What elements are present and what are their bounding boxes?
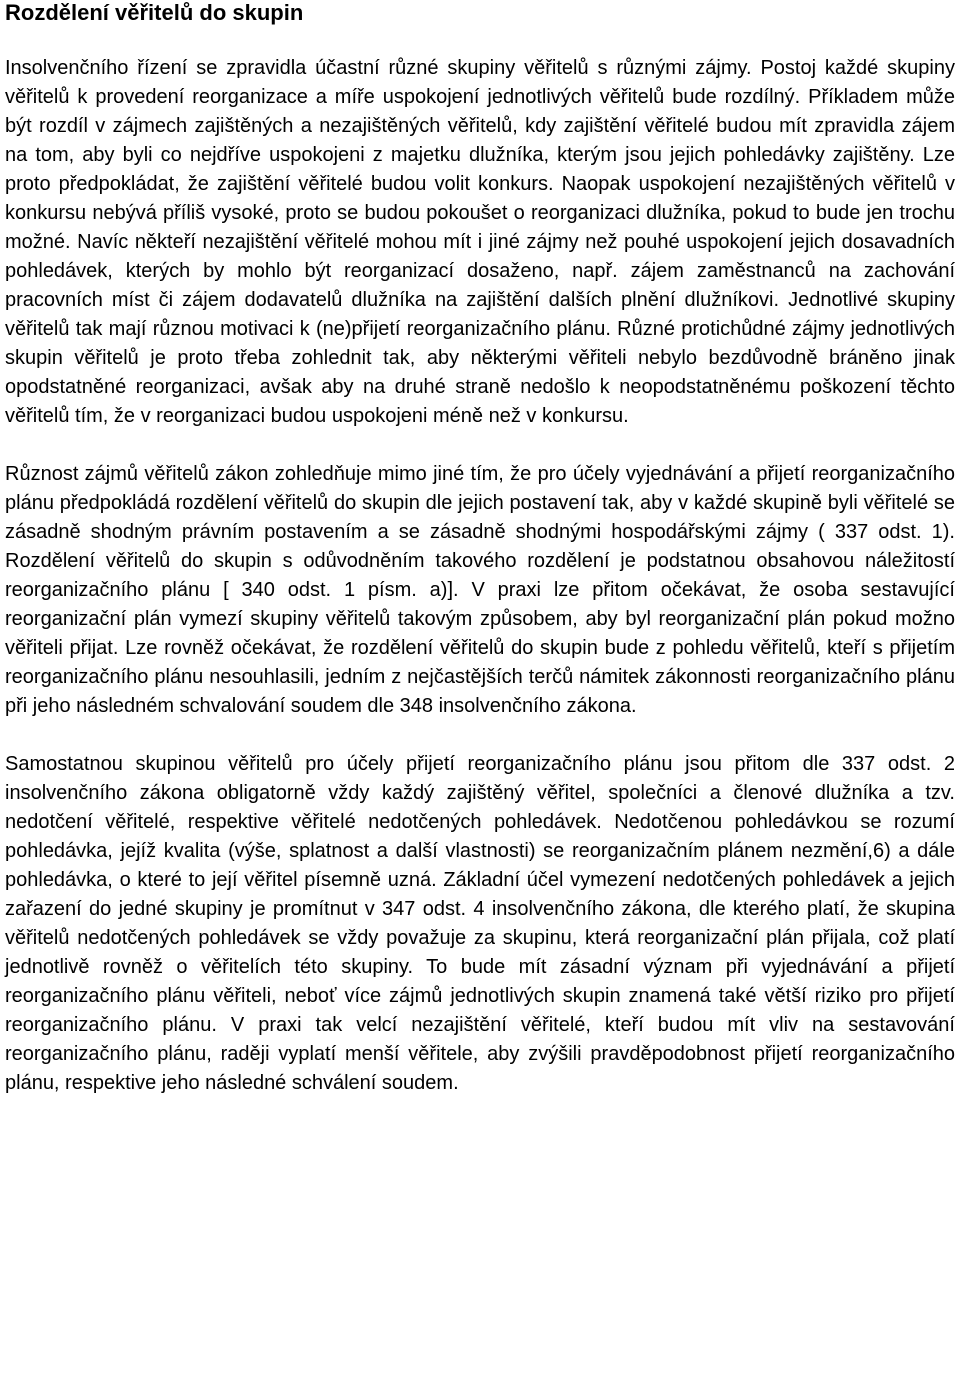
paragraph-creditor-interests: Insolvenčního řízení se zpravidla účastní různé skupiny věřitelů s různými zájmy. Postoj každé skupiny věřitelů k provedení reorganizace a míře uspokojení jednotlivých věřitelů bude rozdílný. Příkladem může být rozdíl v zájmech zajištěných a nezajištěných věřitelů, kdy zajištění věřitelé budou mít zpravidla zájem na tom, aby byli co nejdříve uspokojeni z majetku dlužníka, kterým jsou jejich pohledávky zajištěny. Lze proto předpokládat, že zajištění věřitelé budou volit konkurs. Naopak uspokojení nezajištěných věřitelů v konkursu nebývá příliš vysoké, proto se budou pokoušet o reorganizaci dlužníka, pokud to bude jen trochu možné. Navíc někteří nezajištění věřitelé mohou mít i jiné zájmy než pouhé uspokojení jejich dosavadních pohledávek, kterých by mohlo být reorganizací dosaženo, např. zájem zaměstnanců na zachování pracovních míst či zájem dodavatelů dlužníka na zajištění dalších plnění dlužníkovi. Jednotlivé skupiny věřitelů tak mají různou motivaci k (ne)přijetí reorganizačního plánu. Různé protichůdné zájmy jednotlivých skupin věřitelů je proto třeba zohlednit tak, aby některými věřiteli nebylo bezdůvodně bráněno jinak opodstatněné reorganizaci, avšak aby na druhé straně nedošlo k neopodstatněnému poškození těchto věřitelů tím, že v reorganizaci budou uspokojeni méně než v konkursu.: [5, 57, 955, 427]
paragraph-creditor-groups-law: Různost zájmů věřitelů zákon zohledňuje mimo jiné tím, že pro účely vyjednávání a přijetí reorganizačního plánu předpokládá rozdělení věřitelů do skupin dle jejich postavení tak, aby v každé skupině byli věřitelé se zásadně shodným právním postavením a se zásadně shodnými hospodářskými zájmy ( 337 odst. 1). Rozdělení věřitelů do skupin s odůvodněním takového rozdělení je podstatnou obsahovou náležitostí reorganizačního plánu [ 340 odst. 1 písm. a)]. V praxi lze přitom očekávat, že osoba sestavující reorganizační plán vymezí skupiny věřitelů takovým způsobem, aby byl reorganizační plán pokud možno věřiteli přijat. Lze rovněž očekávat, že rozdělení věřitelů do skupin bude z pohledu věřitelů, kteří s přijetím reorganizačního plánu nesouhlasili, jedním z nejčastějších terčů námitek zákonnosti reorganizačního plánu při jeho následném schvalování soudem dle 348 insolvenčního zákona.: [5, 463, 955, 717]
document-title: Rozdělení věřitelů do skupin: [5, 0, 304, 25]
paragraph-separate-groups: Samostatnou skupinou věřitelů pro účely přijetí reorganizačního plánu jsou přitom dle 337 odst. 2 insolvenčního zákona obligatorně vždy každý zajištěný věřitel, společníci a členové dlužníka a tzv. nedotčení věřitelé, respektive věřitelé nedotčených pohledávek. Nedotčenou pohledávkou se rozumí pohledávka, jejíž kvalita (výše, splatnost a další vlastnosti) se reorganizačním plánem nezmění,6) a dále pohledávka, o které to její věřitel písemně uzná. Základní účel vymezení nedotčených pohledávek a jejich zařazení do jedné skupiny je promítnut v 347 odst. 4 insolvenčního zákona, dle kterého platí, že skupina věřitelů nedotčených pohledávek se vždy považuje za skupinu, která reorganizační plán přijala, což platí jednotlivě rovněž o věřitelích této skupiny. To bude mít zásadní význam při vyjednávání a přijetí reorganizačního plánu věřiteli, neboť více zájmů jednotlivých skupin znamená také větší riziko pro přijetí reorganizačního plánu. V praxi tak velcí nezajištění věřitelé, kteří budou mít vliv na sestavování reorganizačního plánu, raději vyplatí menší věřitele, aby zvýšili pravděpodobnost přijetí reorganizačního plánu, respektive jeho následné schválení soudem.: [5, 753, 955, 1094]
document-page: [5, 0, 955, 1098]
